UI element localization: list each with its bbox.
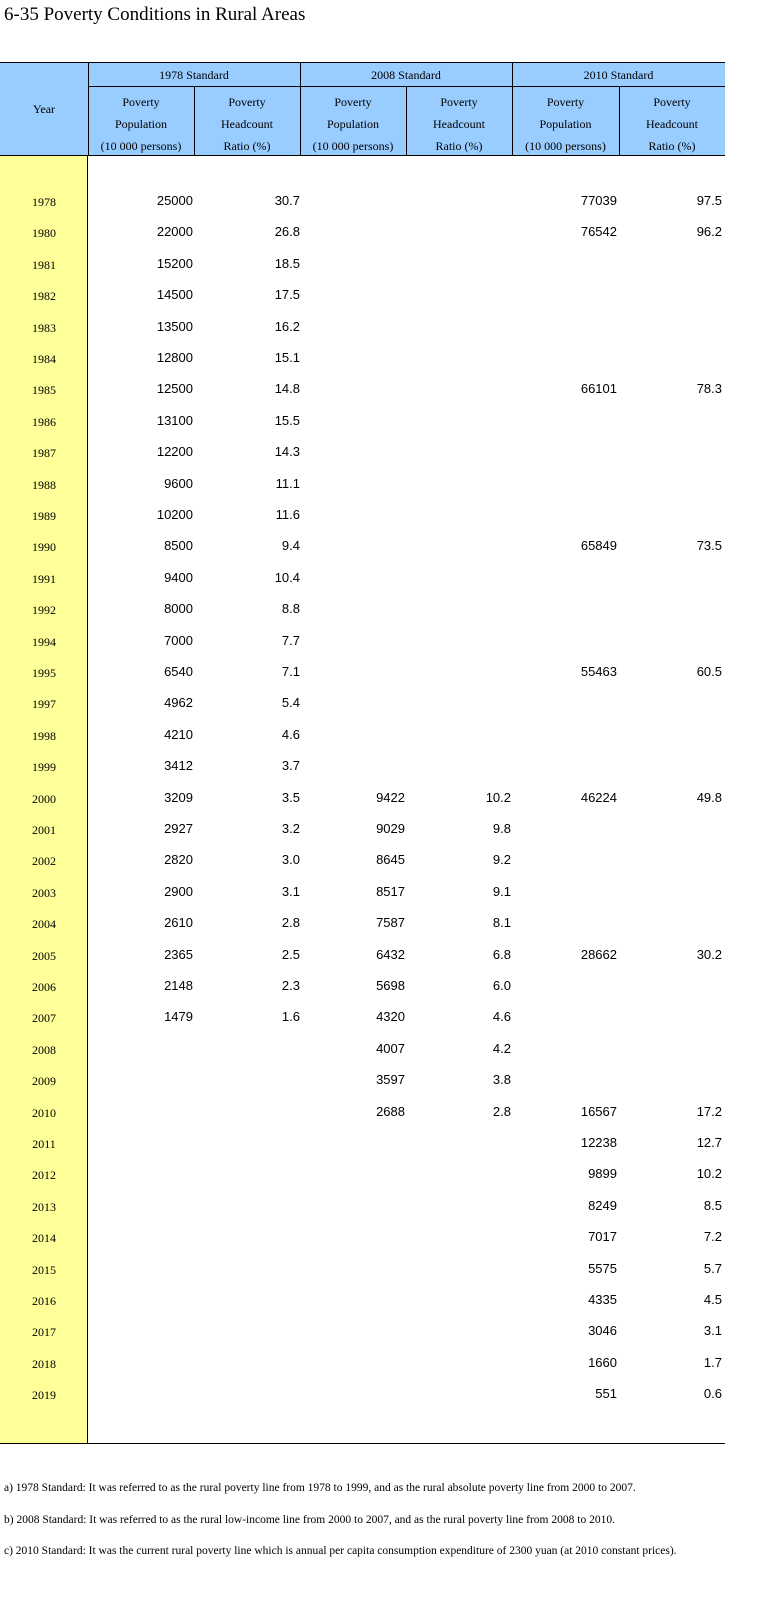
ratio-1978-cell: 4.6	[281, 726, 300, 742]
table-row	[0, 313, 725, 344]
ratio-1978-cell: 8.8	[281, 601, 300, 617]
population-1978-cell: 25000	[156, 193, 193, 208]
ratio-1978-cell: 26.8	[274, 224, 300, 240]
population-1978-cell: 7000	[164, 632, 193, 648]
population-2008-cell: 6432	[376, 946, 405, 962]
table-row	[0, 1255, 725, 1286]
population-2010-cell: 28662	[580, 946, 617, 962]
ratio-2008-cell: 8.1	[492, 915, 511, 931]
population-2010-cell: 7017	[588, 1229, 617, 1245]
population-1978-cell: 4962	[164, 695, 193, 711]
ratio-1978-cell: 2.5	[281, 946, 300, 962]
table-row	[0, 878, 725, 909]
group-header-2010: 2010 Standard	[512, 63, 725, 87]
table-row	[0, 1192, 725, 1223]
population-2008-cell: 7587	[376, 915, 405, 931]
ratio-2010-cell: 30.2	[696, 946, 722, 962]
ratio-2008-cell: 4.6	[492, 1009, 511, 1025]
population-2008-cell: 2688	[376, 1103, 405, 1119]
ratio-header-2008: Poverty Headcount Ratio (%)	[433, 95, 485, 153]
population-1978-cell: 2900	[164, 883, 193, 899]
year-cell: 2012	[32, 1168, 56, 1183]
ratio-2008-cell: 9.1	[492, 883, 511, 899]
ratio-2010-cell: 8.5	[703, 1197, 722, 1213]
ratio-1978-cell: 11.6	[275, 507, 300, 522]
table-row	[0, 1349, 725, 1380]
ratio-2008-cell: 9.8	[492, 821, 511, 836]
population-2010-cell: 8249	[588, 1197, 617, 1213]
table-row	[0, 595, 725, 626]
population-2010-cell: 16567	[580, 1103, 617, 1119]
year-cell: 1989	[32, 509, 56, 523]
year-cell: 2000	[32, 791, 56, 806]
page-title: 6-35 Poverty Conditions in Rural Areas	[4, 4, 306, 25]
poverty-table	[0, 62, 725, 1444]
ratio-1978-cell: 7.7	[281, 632, 300, 648]
year-cell: 2011	[32, 1137, 56, 1151]
ratio-1978-cell: 30.7	[274, 193, 300, 208]
year-header: Year	[32, 102, 56, 116]
year-cell: 1997	[32, 697, 56, 712]
year-cell: 1978	[32, 195, 56, 209]
table-row	[0, 1160, 725, 1191]
ratio-1978-cell: 10.4	[274, 569, 300, 585]
population-1978-cell: 2820	[164, 852, 193, 868]
table-row	[0, 1317, 725, 1348]
population-1978-cell: 3412	[164, 758, 193, 774]
population-1978-cell: 13100	[156, 412, 193, 428]
population-2010-cell: 1660	[588, 1354, 617, 1370]
year-cell: 2009	[32, 1074, 56, 1089]
ratio-1978-cell: 18.5	[274, 255, 300, 271]
ratio-2010-cell: 3.1	[703, 1323, 722, 1339]
ratio-1978-cell: 2.8	[281, 915, 300, 931]
table-row	[0, 909, 725, 940]
table-row	[0, 689, 725, 720]
ratio-2008-cell: 2.8	[492, 1103, 511, 1119]
population-2008-cell: 8517	[376, 883, 405, 899]
population-1978-cell: 8000	[164, 601, 193, 617]
table-row	[0, 658, 725, 689]
ratio-2010-cell: 0.6	[703, 1386, 722, 1402]
year-cell: 2015	[32, 1262, 56, 1277]
ratio-1978-cell: 7.1	[281, 664, 300, 679]
population-2010-cell: 5575	[588, 1260, 617, 1276]
population-2008-cell: 4320	[376, 1009, 405, 1025]
ratio-2010-cell: 12.7	[696, 1135, 722, 1150]
ratio-1978-cell: 3.5	[281, 789, 300, 805]
table-row	[0, 1129, 725, 1160]
ratio-2010-cell: 5.7	[703, 1260, 722, 1276]
year-cell: 1998	[32, 728, 56, 743]
population-2010-cell: 12238	[580, 1135, 617, 1150]
ratio-2010-cell: 73.5	[696, 538, 722, 554]
year-cell: 2003	[32, 885, 56, 900]
table-row	[0, 721, 725, 752]
ratio-1978-cell: 14.3	[274, 444, 300, 460]
population-1978-cell: 15200	[156, 255, 193, 271]
year-cell: 2016	[32, 1294, 56, 1308]
table-row	[0, 250, 725, 281]
population-1978-cell: 12200	[156, 444, 193, 460]
population-1978-cell: 9400	[164, 569, 193, 585]
table-row	[0, 218, 725, 249]
group-header-1978: 1978 Standard	[88, 63, 300, 87]
year-cell: 1995	[32, 666, 56, 680]
table-row	[0, 972, 725, 1003]
year-cell: 2006	[32, 980, 56, 994]
year-cell: 1980	[32, 226, 56, 241]
table-row	[0, 784, 725, 815]
population-2008-cell: 8645	[376, 852, 405, 868]
year-cell: 1983	[32, 320, 56, 335]
year-cell: 2010	[32, 1105, 56, 1120]
footnote-a: a) 1978 Standard: It was referred to as the rural poverty line from 1978 to 1999, and as the rural absolute poverty line from 2000 to 2007.	[4, 1482, 636, 1494]
table-row	[0, 344, 725, 375]
ratio-1978-cell: 16.2	[274, 318, 300, 334]
table-row	[0, 1286, 725, 1317]
population-header-2008: Poverty Population (10 000 persons)	[312, 95, 394, 153]
ratio-header-2010: Poverty Headcount Ratio (%)	[646, 95, 698, 153]
ratio-header-1978: Poverty Headcount Ratio (%)	[221, 95, 273, 153]
ratio-1978-cell: 2.3	[281, 978, 300, 993]
population-1978-cell: 13500	[156, 318, 193, 334]
population-2008-cell: 9029	[376, 821, 405, 836]
population-1978-cell: 10200	[156, 507, 193, 522]
population-2010-cell: 65849	[580, 538, 617, 554]
table-body	[0, 156, 725, 1444]
year-cell: 2007	[32, 1011, 56, 1026]
ratio-2010-cell: 97.5	[696, 193, 722, 208]
table-row	[0, 1380, 725, 1411]
population-2008-cell: 5698	[376, 978, 405, 993]
year-cell: 1990	[32, 540, 56, 555]
year-cell: 1984	[32, 352, 56, 366]
population-1978-cell: 3209	[164, 789, 193, 805]
table-row	[0, 627, 725, 658]
year-cell: 2002	[32, 854, 56, 869]
table-row	[0, 375, 725, 406]
year-cell: 1999	[32, 760, 56, 775]
ratio-1978-cell: 15.5	[274, 412, 300, 428]
ratio-1978-cell: 17.5	[274, 287, 300, 303]
table-row	[0, 1066, 725, 1097]
ratio-2010-cell: 4.5	[703, 1292, 722, 1307]
year-cell: 1991	[32, 571, 56, 586]
population-1978-cell: 2148	[164, 978, 193, 993]
ratio-1978-cell: 11.1	[275, 475, 300, 491]
table-row	[0, 564, 725, 595]
table-row	[0, 752, 725, 783]
ratio-2008-cell: 3.8	[492, 1072, 511, 1088]
year-cell: 2013	[32, 1199, 56, 1214]
population-1978-cell: 14500	[156, 287, 193, 303]
year-cell: 2001	[32, 823, 56, 837]
ratio-2008-cell: 4.2	[492, 1040, 511, 1056]
table-row	[0, 470, 725, 501]
population-header-2010: Poverty Population (10 000 persons)	[525, 95, 606, 153]
year-cell: 1986	[32, 414, 56, 429]
ratio-1978-cell: 3.1	[281, 883, 300, 899]
population-2010-cell: 76542	[580, 224, 617, 240]
footnote-c: c) 2010 Standard: It was the current rural poverty line which is annual per capita consumption expenditure of 2300 yuan (at 2010 constant prices).	[4, 1545, 677, 1557]
ratio-1978-cell: 3.2	[281, 821, 300, 836]
population-1978-cell: 9600	[164, 475, 193, 491]
population-2010-cell: 9899	[588, 1166, 617, 1182]
table-row	[0, 815, 725, 846]
table-row	[0, 187, 725, 218]
year-cell: 1982	[32, 289, 56, 304]
population-1978-cell: 8500	[164, 538, 193, 554]
ratio-1978-cell: 1.6	[281, 1009, 300, 1025]
population-header-1978: Poverty Population (10 000 persons)	[100, 95, 182, 153]
population-2010-cell: 3046	[588, 1323, 617, 1339]
population-1978-cell: 22000	[156, 224, 193, 240]
ratio-2008-cell: 6.8	[492, 946, 511, 962]
population-1978-cell: 6540	[164, 664, 193, 679]
population-2010-cell: 4335	[588, 1292, 617, 1307]
population-2010-cell: 55463	[580, 664, 617, 679]
year-cell: 2018	[32, 1356, 56, 1371]
table-row	[0, 438, 725, 469]
table-row	[0, 846, 725, 877]
ratio-1978-cell: 15.1	[274, 350, 300, 365]
year-cell: 2019	[32, 1388, 56, 1403]
population-2008-cell: 4007	[376, 1040, 405, 1056]
table-header	[0, 62, 725, 156]
year-cell: 1988	[32, 477, 56, 492]
year-cell: 1985	[32, 383, 56, 398]
year-cell: 1994	[32, 634, 56, 649]
population-1978-cell: 12800	[156, 350, 193, 365]
footnote-b: b) 2008 Standard: It was referred to as the rural low-income line from 2000 to 2007, and as the rural poverty line from 2008 to 2010.	[4, 1514, 615, 1526]
table-row	[0, 501, 725, 532]
ratio-2008-cell: 10.2	[485, 789, 511, 805]
population-1978-cell: 2365	[164, 946, 193, 962]
ratio-1978-cell: 14.8	[274, 381, 300, 397]
year-cell: 2005	[32, 948, 56, 963]
ratio-1978-cell: 3.0	[281, 852, 300, 868]
population-1978-cell: 2927	[164, 821, 193, 836]
year-cell: 2004	[32, 917, 56, 932]
population-2010-cell: 77039	[580, 193, 617, 208]
ratio-2010-cell: 96.2	[696, 224, 722, 240]
ratio-1978-cell: 3.7	[281, 758, 300, 774]
table-row	[0, 1223, 725, 1254]
table-row	[0, 1003, 725, 1034]
population-1978-cell: 12500	[156, 381, 193, 397]
ratio-2010-cell: 49.8	[696, 789, 722, 805]
population-2010-cell: 551	[595, 1386, 617, 1402]
ratio-2010-cell: 17.2	[696, 1103, 722, 1119]
table-row	[0, 407, 725, 438]
ratio-2008-cell: 9.2	[492, 852, 511, 868]
ratio-2010-cell: 10.2	[696, 1166, 722, 1182]
ratio-1978-cell: 5.4	[281, 695, 300, 711]
group-header-2008: 2008 Standard	[300, 63, 512, 87]
population-2010-cell: 66101	[580, 381, 617, 397]
year-cell: 2017	[32, 1325, 56, 1340]
year-cell: 1981	[32, 257, 56, 272]
table-row	[0, 281, 725, 312]
year-cell: 1992	[32, 603, 56, 618]
ratio-2010-cell: 7.2	[703, 1229, 722, 1245]
ratio-2010-cell: 1.7	[703, 1354, 722, 1370]
year-cell: 1987	[32, 446, 56, 461]
ratio-1978-cell: 9.4	[281, 538, 300, 554]
population-2008-cell: 3597	[376, 1072, 405, 1088]
population-1978-cell: 1479	[164, 1009, 193, 1025]
table-row	[0, 1035, 725, 1066]
year-cell: 2008	[32, 1042, 56, 1057]
population-2010-cell: 46224	[580, 789, 617, 805]
population-1978-cell: 2610	[164, 915, 193, 931]
ratio-2010-cell: 78.3	[696, 381, 722, 397]
table-row	[0, 532, 725, 563]
population-1978-cell: 4210	[164, 726, 193, 742]
table-row	[0, 941, 725, 972]
table-row	[0, 1098, 725, 1129]
ratio-2008-cell: 6.0	[492, 978, 511, 993]
year-cell: 2014	[32, 1231, 56, 1246]
ratio-2010-cell: 60.5	[696, 664, 722, 679]
population-2008-cell: 9422	[376, 789, 405, 805]
